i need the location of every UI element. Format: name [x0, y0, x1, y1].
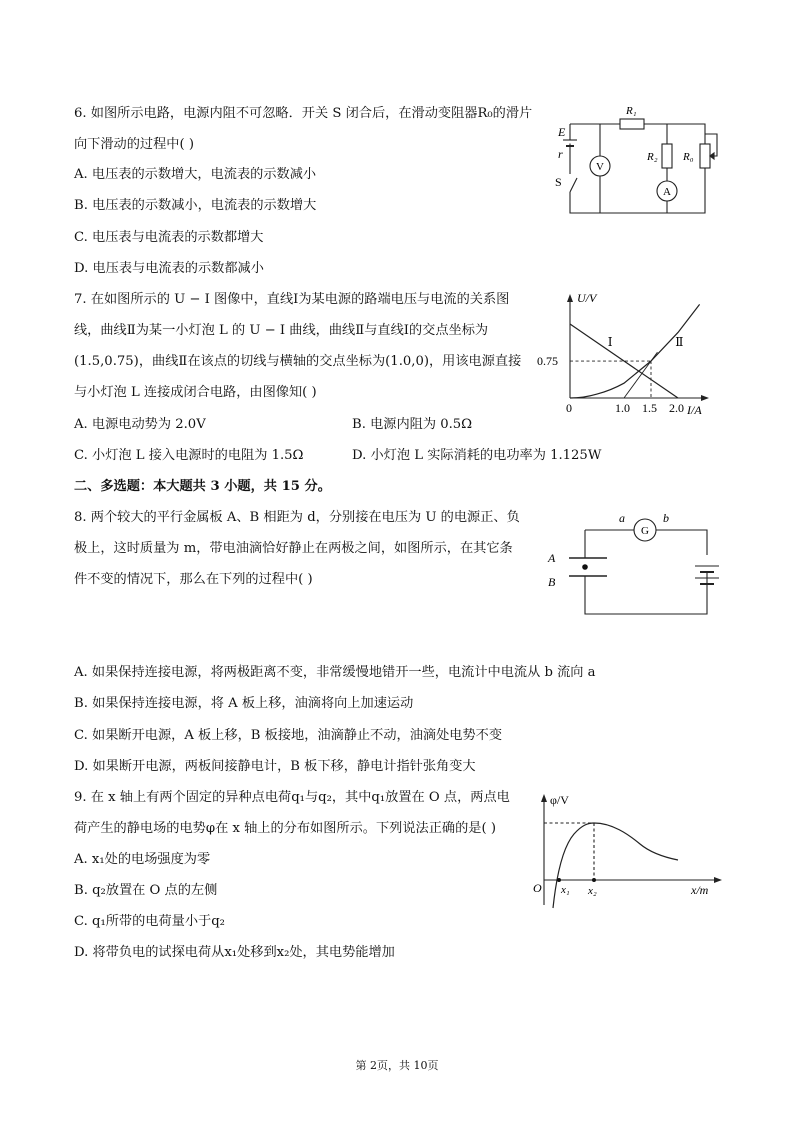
- q9-stem-line2: 荷产生的静电场的电势φ在 x 轴上的分布如图所示。下列说法正确的是( ): [74, 821, 496, 836]
- q9-x2-label: x₂: [588, 885, 597, 897]
- q9-potential-graph: [528, 790, 728, 910]
- q8-option-d: D. 如果断开电源，两板间接静电计，B 板下移，静电计指针张角变大: [74, 759, 476, 774]
- page-footer: 第 2页，共 10页: [355, 1059, 439, 1072]
- q7-stem-line2: 线，曲线Ⅱ为某一小灯泡 L 的 U − I 曲线，曲线Ⅱ与直线Ⅰ的交点坐标为: [74, 323, 489, 338]
- y-tick-label: 0.75: [537, 354, 558, 369]
- q8-option-a: A. 如果保持连接电源，将两极距离不变，非常缓慢地错开一些，电流计中电流从 b 流向 a: [74, 665, 596, 680]
- q7-option-d: D. 小灯泡 L 实际消耗的电功率为 1.125W: [352, 448, 602, 463]
- tangent-line: [624, 352, 657, 398]
- q9-option-c: C. q₁所带的电荷量小于q₂: [74, 914, 225, 929]
- q6-option-c: C. 电压表与电流表的示数都增大: [74, 230, 264, 245]
- q6-label-r1: R₁: [626, 105, 637, 117]
- q6-label-r: r: [558, 147, 563, 161]
- q8-option-c: C. 如果断开电源，A 板上移，B 板接地，油滴静止不动，油滴处电势不变: [74, 728, 503, 743]
- q7-stem-line4: 与小灯泡 L 连接成闭合电路，由图像知( ): [74, 385, 317, 400]
- q8-galvanometer-label: G: [641, 525, 649, 537]
- series-ii-label: Ⅱ: [675, 335, 684, 350]
- q6-option-b: B. 电压表的示数减小，电流表的示数增大: [74, 198, 317, 213]
- q8-label-plate-b: B: [548, 575, 556, 589]
- q8-stem-line3: 件不变的情况下，那么在下列的过程中( ): [74, 572, 313, 587]
- q9-option-a: A. x₁处的电场强度为零: [74, 852, 211, 867]
- x-tick-label: 1.5: [642, 401, 657, 415]
- q9-stem-line1: 9. 在 x 轴上有两个固定的异种点电荷q₁与q₂，其中q₁放置在 O 点，两点电: [74, 790, 510, 805]
- x-tick-label: 1.0: [615, 401, 630, 415]
- q7-y-axis-label: U/V: [577, 291, 597, 305]
- q6-circuit-diagram: [550, 100, 740, 220]
- q8-label-plate-a: A: [548, 551, 556, 565]
- q9-origin-label: O: [533, 881, 542, 895]
- section-heading-multiple-choice: 二、多选题：本大题共 3 小题，共 15 分。: [74, 479, 331, 494]
- q9-option-b: B. q₂放置在 O 点的左侧: [74, 883, 218, 898]
- q7-option-c: C. 小灯泡 L 接入电源时的电阻为 1.5Ω: [74, 448, 304, 463]
- q7-option-b: B. 电源内阻为 0.5Ω: [352, 417, 473, 432]
- q7-option-a: A. 电源电动势为 2.0V: [74, 417, 206, 432]
- q9-x1-label: x₁: [561, 884, 570, 896]
- q6-voltmeter-label: V: [596, 161, 604, 173]
- series-i-line: [570, 324, 678, 398]
- q6-label-s: S: [555, 175, 562, 189]
- q8-label-b-point: b: [663, 511, 669, 525]
- q8-stem-line1: 8. 两个较大的平行金属板 A、B 相距为 d，分别接在电压为 U 的电源正、负: [74, 510, 520, 525]
- series-i-label: Ⅰ: [607, 335, 613, 350]
- q7-ui-chart: [535, 290, 715, 420]
- q6-label-e: E: [558, 125, 566, 139]
- q8-capacitor-circuit: [545, 508, 725, 618]
- q9-x-axis-label: x/m: [691, 883, 709, 897]
- q7-origin-label: 0: [566, 401, 572, 415]
- q6-option-a: A. 电压表的示数增大，电流表的示数减小: [74, 167, 317, 182]
- q7-stem-line3: (1.5,0.75)，曲线Ⅱ在该点的切线与横轴的交点坐标为(1.0,0)，用该电源直接: [74, 354, 522, 369]
- q7-stem-line1: 7. 在如图所示的 U − I 图像中，直线Ⅰ为某电源的路端电压与电流的关系图: [74, 292, 510, 307]
- q6-label-r0: R₀: [683, 151, 694, 163]
- x-tick-label: 2.0: [669, 401, 684, 415]
- q6-stem-line2: 向下滑动的过程中( ): [74, 137, 194, 152]
- q9-y-axis-label: φ/V: [550, 793, 569, 807]
- q6-stem-line1: 6. 如图所示电路，电源内阻不可忽略．开关 S 闭合后，在滑动变阻器R₀的滑片: [74, 106, 533, 121]
- q8-label-a-point: a: [619, 511, 625, 525]
- q8-stem-line2: 极上，这时质量为 m，带电油滴恰好静止在两极之间，如图所示，在其它条: [74, 541, 513, 556]
- q6-ammeter-label: A: [663, 186, 671, 198]
- q9-option-d: D. 将带负电的试探电荷从x₁处移到x₂处，其电势能增加: [74, 945, 395, 960]
- q6-label-r2: R₂: [647, 151, 658, 163]
- q8-option-b: B. 如果保持连接电源，将 A 板上移，油滴将向上加速运动: [74, 696, 414, 711]
- q7-x-axis-label: I/A: [687, 403, 702, 417]
- q6-option-d: D. 电压表与电流表的示数都减小: [74, 261, 264, 276]
